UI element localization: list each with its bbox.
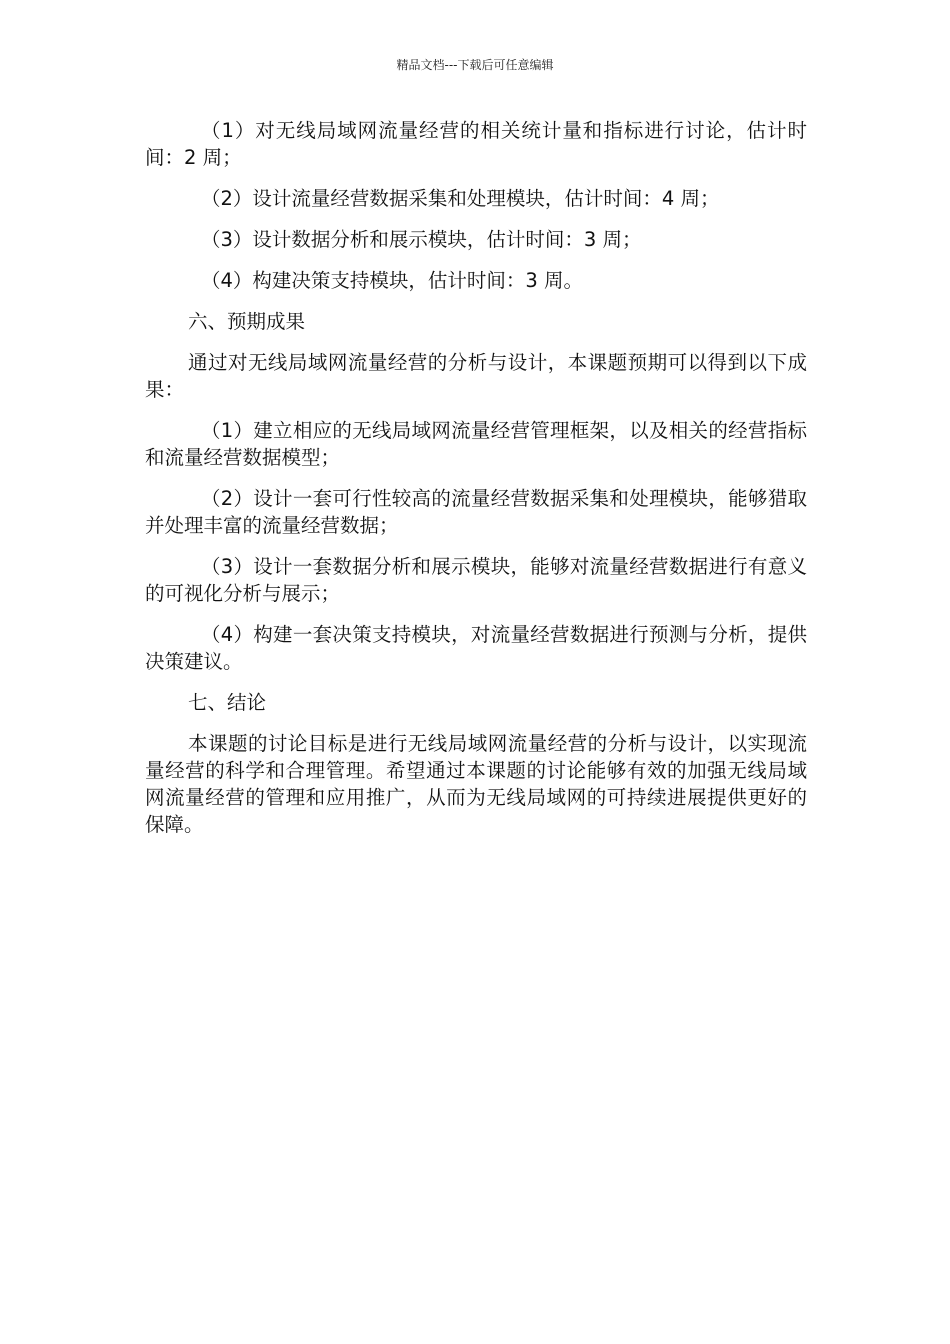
result-item-2: （2）设计一套可行性较高的流量经营数据采集和处理模块，能够猎取并处理丰富的流量经营数据； (145, 487, 807, 537)
page-header: 精品文档---下载后可任意编辑 (396, 58, 554, 72)
schedule-item-1: （1）对无线局域网流量经营的相关统计量和指标进行讨论，估计时间：2 周； (145, 119, 807, 169)
schedule-item-4: （4）构建决策支持模块，估计时间：3 周。 (201, 269, 584, 292)
schedule-item-2: （2）设计流量经营数据采集和处理模块，估计时间：4 周； (201, 187, 720, 210)
result-item-3: （3）设计一套数据分析和展示模块，能够对流量经营数据进行有意义的可视化分析与展示； (145, 555, 807, 605)
section-heading-conclusion: 七、结论 (188, 691, 267, 714)
conclusion-paragraph: 本课题的讨论目标是进行无线局域网流量经营的分析与设计，以实现流量经营的科学和合理管理。希望通过本课题的讨论能够有效的加强无线局域网流量经营的管理和应用推广，从而为无线局域网的可持续进展提供更好的保障。 (145, 732, 807, 836)
section-heading-expected-results: 六、预期成果 (188, 310, 306, 333)
schedule-item-3: （3）设计数据分析和展示模块，估计时间：3 周； (201, 228, 642, 251)
document-body (145, 117, 807, 838)
expected-results-intro: 通过对无线局域网流量经营的分析与设计，本课题预期可以得到以下成果： (145, 351, 807, 401)
result-item-4: （4）构建一套决策支持模块，对流量经营数据进行预测与分析，提供决策建议。 (145, 623, 807, 673)
result-item-1: （1）建立相应的无线局域网流量经营管理框架，以及相关的经营指标和流量经营数据模型； (145, 419, 807, 469)
